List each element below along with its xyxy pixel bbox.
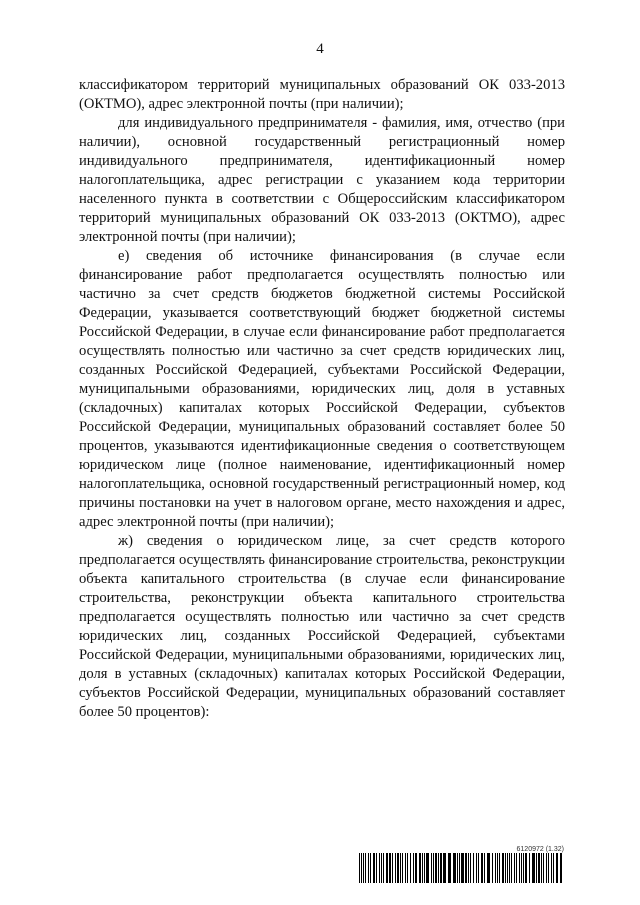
page-number: 4 (316, 41, 324, 57)
paragraph-item-zh-legal-entity: ж) сведения о юридическом лице, за счет средств которого предполагается осуществлять финансирование строительства, реконструкции объекта капитального строительства (в случае если финансирование строительства, реконструкции объекта капитального строительства предполагается осуществлять полностью или частично за счет средств юридических лиц, созданных Российской Федерацией, субъектами Российской Федерации, муниципальными образованиями, юридических лиц, доля в уставных (складочных) капиталах которых Российской Федерации, субъектов Российской Федерации, муниципальных образований составляет более 50 процентов): (79, 533, 565, 720)
paragraph-individual-entrepreneur: для индивидуального предпринимателя - фамилия, имя, отчество (при наличии), основной государственный регистрационный номер индивидуального предпринимателя, идентификационный номер налогоплательщика, адрес регистрации с указанием кода территории населенного пункта в соответствии с Общероссийским классификатором территорий муниципальных образований ОК 033-2013 (ОКТМО), адрес электронной почты (при наличии); (79, 115, 565, 245)
document-code: 6120972 (1.32) (516, 846, 564, 853)
paragraph-item-e-funding-source: е) сведения об источнике финансирования (в случае если финансирование работ предполагается осуществлять полностью или частично за счет средств бюджетов бюджетной системы Российской Федерации, указывается соответствующий бюджет бюджетной системы Российской Федерации, в случае если финансирование работ предполагается осуществлять полностью или частично за счет средств юридических лиц, созданных Российской Федерацией, субъектами Российской Федерации, муниципальными образованиями, юридических лиц, доля в уставных (складочных) капиталах которых Российской Федерации, субъектов Российской Федерации, муниципальных образований составляет более 50 процентов, указываются идентификационные сведения о соответствующем юридическом лице (полное наименование, идентификационный номер налогоплательщика, основной государственный регистрационный номер, код причины постановки на учет в налоговом органе, место нахождения и адрес, адрес электронной почты (при наличии); (79, 248, 565, 530)
body-text (79, 76, 565, 722)
paragraph-oktmo-tail: классификатором территорий муниципальных образований ОК 033-2013 (ОКТМО), адрес электронной почты (при наличии); (79, 77, 565, 112)
barcode-icon (358, 853, 564, 883)
